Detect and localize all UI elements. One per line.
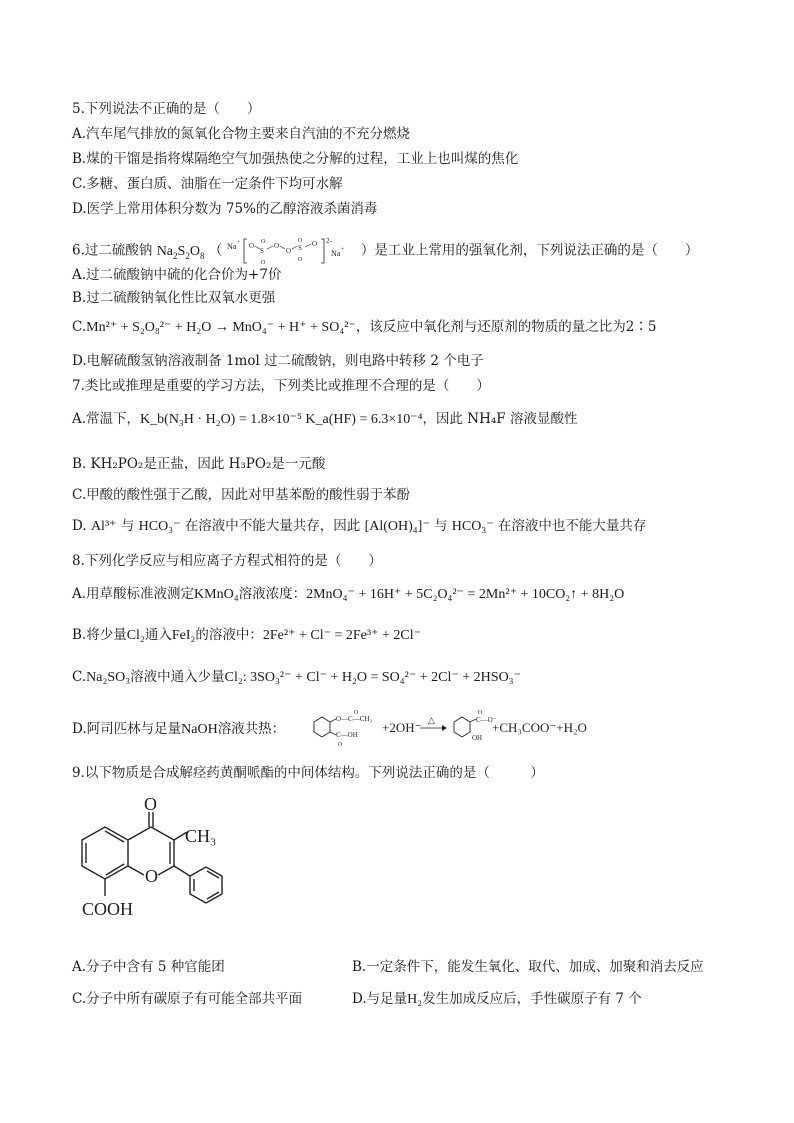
q5-option-a: A.汽车尾气排放的氮氧化合物主要来自汽油的不充分燃烧 bbox=[72, 126, 411, 142]
q8-stem: 8.下列化学反应与相应离子方程式相符的是（ ） bbox=[72, 553, 382, 569]
aspirin-structure bbox=[314, 710, 372, 748]
na2so3: Na₂SO₃ bbox=[86, 670, 131, 685]
na-right-label: Na bbox=[330, 249, 340, 258]
carbonyl-oxygen: O bbox=[144, 794, 157, 814]
q8-a-equation: 2MnO₄⁻ + 16H⁺ + 5C₂O₄²⁻ = 2Mn²⁺ + 10CO₂↑ + 8H₂O bbox=[306, 587, 625, 602]
q8-option-d: D.阿司匹林与足量NaOH溶液共热： bbox=[72, 721, 286, 737]
q7-option-a bbox=[72, 410, 577, 429]
q5-stem: 5.下列说法不正确的是（ ） bbox=[72, 101, 261, 117]
plus-2oh: +2OH⁻ bbox=[382, 720, 422, 735]
o-atom-3: O bbox=[260, 260, 265, 266]
q9-option-b: B.一定条件下，能发生氧化、取代、加成、加聚和消去反应 bbox=[352, 959, 704, 975]
hco3-ion-2: HCO₃⁻ bbox=[451, 519, 494, 534]
naoh: NaOH bbox=[181, 722, 218, 737]
aluminate-ion: [Al(OH)₄]⁻ bbox=[364, 519, 430, 534]
na-left-label: Na bbox=[226, 242, 236, 251]
q5-option-b: B.煤的干馏是指将煤隔绝空气加强热使之分解的过程，工业上也叫煤的焦化 bbox=[72, 151, 519, 167]
na-right-charge: + bbox=[340, 247, 344, 253]
ion-charge: 2- bbox=[325, 237, 332, 245]
aspirin-o-2: O bbox=[338, 742, 343, 748]
o-atom-2: O bbox=[260, 239, 265, 245]
q7-option-d: D. Al³⁺ 与 HCO₃⁻ 在溶液中不能大量共存，因此 [Al(OH)₄]⁻ 与 HCO₃⁻ 在溶液中也不能大量共存 bbox=[72, 518, 647, 534]
o-atom-6: O bbox=[297, 238, 302, 244]
s-atom-2: S bbox=[297, 244, 302, 252]
q7-option-b: B. KH₂PO₂是正盐，因此 H₃PO₂是一元酸 bbox=[72, 456, 326, 472]
q5-option-d: D.医学上常用体积分数为 75%的乙醇溶液杀菌消毒 bbox=[72, 201, 378, 217]
persulfate-structure bbox=[227, 236, 357, 266]
salicylate-carboxylate: C—O⁻ bbox=[476, 716, 497, 724]
q6-option-a: A.过二硫酸钠中硫的化合价为+7价 bbox=[72, 267, 282, 283]
h2: H₂ bbox=[407, 992, 423, 1007]
cl2-c: Cl₂ bbox=[224, 670, 243, 685]
q8-option-a: A.用草酸标准液测定KMnO₄溶液浓度：2MnO₄⁻ + 16H⁺ + 5C₂O₄²⁻ = 2Mn²⁺ + 10CO₂↑ + 8H₂O bbox=[72, 586, 625, 602]
q6-option-d: D.电解硫酸氢钠溶液制备 1mol 过二硫酸钠，则电路中转移 2 个电子 bbox=[72, 353, 484, 369]
q6-formula: $Na_2S_2O_8$ bbox=[156, 243, 205, 261]
q7-a-text: ，因此 NH₄F 溶液显酸性 bbox=[422, 411, 578, 427]
q6-c-text: ，该反应中氧化剂与还原剂的物质的量之比为2∶5 bbox=[355, 319, 657, 335]
aspirin-acid-label: C—OH bbox=[336, 731, 358, 739]
q7-a-prefix: A.常温下， bbox=[72, 411, 141, 427]
q6-option-c bbox=[72, 318, 657, 337]
q9-option-a: A.分子中含有 5 种官能团 bbox=[72, 959, 225, 975]
methyl-label: CH₃ bbox=[185, 826, 217, 846]
aspirin-reaction bbox=[302, 708, 632, 748]
q9-option-c: C.分子中所有碳原子有可能全部共平面 bbox=[72, 991, 303, 1007]
cooh-label: COOH bbox=[82, 899, 134, 919]
salicylate-oh: OH bbox=[472, 734, 483, 742]
q6-c-prefix: C. bbox=[72, 319, 87, 335]
q8-option-b: B.将少量Cl₂通入FeI₂的溶液中：2Fe²⁺ + Cl⁻ = 2Fe³⁺ + 2Cl⁻ bbox=[72, 627, 421, 643]
q5-option-c: C.多糖、蛋白质、油脂在一定条件下均可水解 bbox=[72, 176, 343, 192]
q8-b-equation: 2Fe²⁺ + Cl⁻ = 2Fe³⁺ + 2Cl⁻ bbox=[262, 628, 421, 643]
q7-stem: 7.类比或推理是重要的学习方法，下列类比或推理不合理的是（ ） bbox=[72, 378, 490, 394]
aspirin-o-1: O bbox=[354, 710, 359, 716]
o-atom-5: O bbox=[285, 247, 291, 255]
q7-a-equation: K_b(N₃H · H₂O) = 1.8×10⁻⁵ K_a(HF) = 6.3×10⁻⁴ bbox=[140, 412, 423, 427]
q6-option-b: B.过二硫酸钠氧化性比双氧水更强 bbox=[72, 290, 276, 306]
reaction-products: +CH₃COO⁻+H₂O bbox=[492, 720, 587, 735]
heat-symbol: △ bbox=[428, 715, 435, 725]
q6-stem-suffix: ）是工业上常用的强氧化剂，下列说法正确的是（ ） bbox=[360, 242, 699, 259]
q8-c-equation: : 3SO₃²⁻ + Cl⁻ + H₂O = SO₄²⁻ + 2Cl⁻ + 2HSO₃⁻ bbox=[242, 670, 521, 685]
flavone-structure bbox=[72, 792, 232, 942]
q6-c-equation: Mn²⁺ + S₂O₈²⁻ + H₂O → MnO₄⁻ + H⁺ + SO₄²⁻ bbox=[86, 320, 356, 335]
q6-stem-prefix: 6.过二硫酸钠 bbox=[72, 242, 153, 259]
o-atom-7: O bbox=[297, 257, 302, 263]
q9-stem: 9.以下物质是合成解痉药黄酮哌酯的中间体结构。下列说法正确的是（ ） bbox=[72, 765, 544, 781]
s-atom-1: S bbox=[259, 247, 264, 255]
fei2: FeI₂ bbox=[171, 628, 196, 643]
q6-paren-open: （ bbox=[208, 242, 223, 259]
salicylate-o: O bbox=[478, 710, 483, 716]
q6-stem bbox=[72, 236, 698, 266]
cl2: Cl₂ bbox=[126, 628, 145, 643]
q8-option-c: C.Na₂SO₃溶液中通入少量Cl₂: 3SO₃²⁻ + Cl⁻ + H₂O = SO₄²⁻ + 2Cl⁻ + 2HSO₃⁻ bbox=[72, 669, 521, 685]
na-left-charge: + bbox=[236, 240, 240, 246]
kmno4: KMnO₄ bbox=[194, 587, 239, 602]
q7-option-c: C.甲酸的酸性强于乙酸，因此对甲基苯酚的酸性弱于苯酚 bbox=[72, 487, 411, 503]
o-atom-1: O bbox=[248, 242, 254, 250]
q9-option-d: D.与足量H₂发生加成反应后，手性碳原子有 7 个 bbox=[352, 991, 642, 1007]
salicylate-structure bbox=[454, 710, 497, 742]
aspirin-ester-label: O—C—CH₃ bbox=[336, 715, 372, 723]
ring-oxygen: O bbox=[145, 866, 158, 886]
o-atom-8: O bbox=[311, 240, 317, 248]
hco3-ion: HCO₃⁻ bbox=[138, 519, 181, 534]
al3-ion: Al³⁺ bbox=[90, 519, 117, 534]
o-atom-4: O bbox=[273, 242, 279, 250]
